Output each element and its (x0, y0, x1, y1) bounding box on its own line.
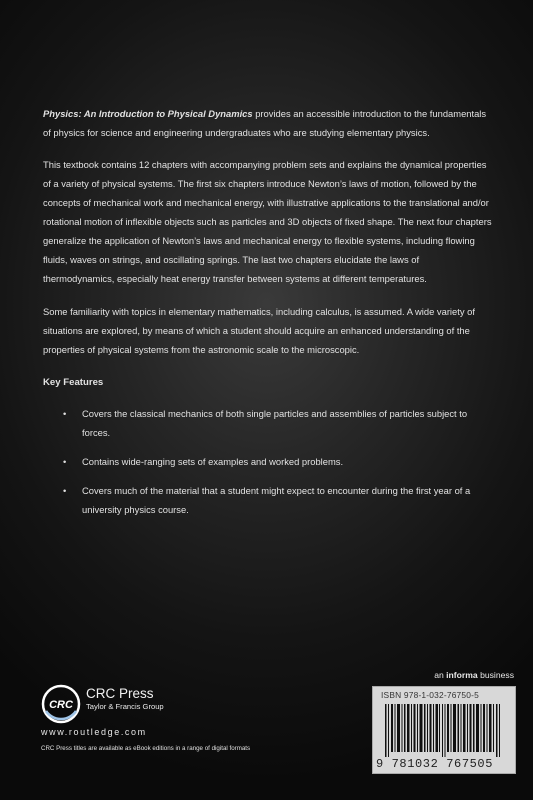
publisher-url: www.routledge.com (41, 727, 147, 737)
barcode-icon (379, 704, 509, 757)
publisher-group: Taylor & Francis Group (86, 702, 164, 711)
isbn-barcode-panel (372, 686, 516, 774)
informa-business-tagline: an informa business (434, 670, 514, 680)
feature-item: • Contains wide-ranging sets of examples and worked problems. (63, 452, 493, 471)
isbn-label: ISBN 978-1-032-76750-5 (381, 690, 479, 700)
description-paragraph: This textbook contains 12 chapters with accompanying problem sets and explains the dynamical properties of a variety of physical systems. The first six chapters introduce Newton’s laws of motion, followed by the concepts of mechanical work and mechanical energy, with illustrative applications to the translational and/or rotational motion of inflexible objects such as particles and 3D objects of fixed shape. The next four chapters generalize the application of Newton’s laws and mechanical energy to flexible systems, including flowing fluids, waves on strings, and oscillating springs. The last two chapters elucidate the laws of thermodynamics, especially heat energy transfer between systems at different temperatures. (43, 159, 492, 284)
crc-press-logo-icon (40, 683, 82, 725)
informa-brand: informa (446, 670, 478, 680)
book-title: Physics: An Introduction to Physical Dynamics (43, 108, 253, 119)
logo-lettering: CRC (49, 699, 73, 711)
publisher-name: CRC Press (86, 686, 154, 701)
intro-text: provides an accessible introduction to the fundamentals of physics for science and engineering undergraduates who are studying elementary physics. (43, 108, 487, 138)
intro-paragraph (43, 104, 493, 142)
publisher-name-block (86, 686, 164, 712)
prerequisites-paragraph: Some familiarity with topics in elementary mathematics, including calculus, is assumed. A wide variety of situations are explored, by means of which a student should acquire an enhanced understanding of the properties of physical systems from the astronomic scale to the microscopic. (43, 306, 475, 355)
key-features-list (43, 404, 493, 519)
feature-item: • Covers the classical mechanics of both single particles and assemblies of particles subject to forces. (63, 404, 493, 442)
barcode-number: 9 781032 767505 (376, 757, 494, 771)
feature-item: • Covers much of the material that a student might expect to encounter during the first year of a university physics course. (63, 481, 493, 519)
ebook-note: CRC Press titles are available as eBook editions in a range of digital formats (41, 745, 251, 752)
back-cover-text (43, 104, 493, 529)
key-features-heading: Key Features (43, 377, 104, 388)
